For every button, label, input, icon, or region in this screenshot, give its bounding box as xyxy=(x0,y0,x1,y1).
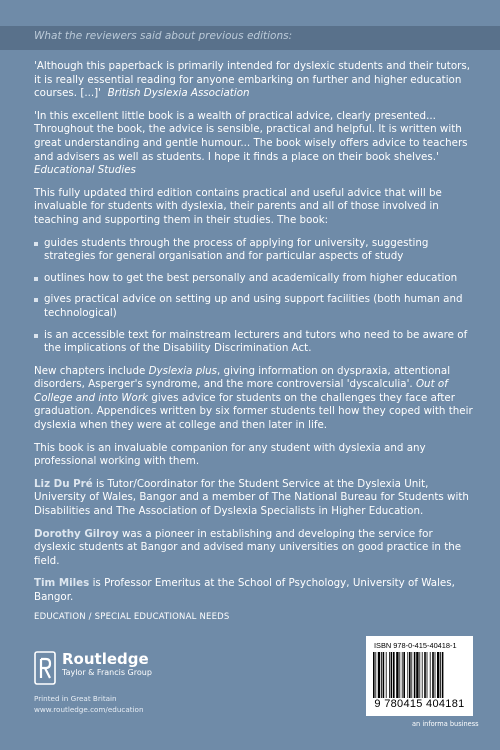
barcode-icon xyxy=(372,652,467,698)
review-quote-2-source: Educational Studies xyxy=(34,164,136,177)
author-bio-text: is Professor Emeritus at the School of Psychology, University of Wales, Bangor. xyxy=(34,577,455,603)
publisher-group: Taylor & Francis Group xyxy=(62,668,152,677)
chapter-title-out-of-college: Out of College and into Work xyxy=(34,378,448,404)
publisher-name: Routledge xyxy=(62,650,149,668)
routledge-logo-icon xyxy=(34,651,56,685)
author-bio-text: is Tutor/Coordinator for the Student Service at the Dyslexia Unit, University of Wales, Bangor and a member of The National Bureau for Students with Disabilities and The Association of Dyslexia Specialists in Higher Education. xyxy=(34,477,469,518)
barcode-number: 9 780415 404181 xyxy=(374,698,465,710)
feature-item: is an accessible text for mainstream lecturers and tutors who need to be aware of the implications of the Disability Discrimination Act. xyxy=(34,329,474,356)
barcode-panel xyxy=(366,636,473,716)
author-bio xyxy=(34,577,474,604)
author-bio xyxy=(34,478,474,519)
review-quote-2-text: 'In this excellent little book is a wealth of practical advice, clearly presented... Throughout the book, the advice is sensible, practical and helpful. It is written with great understanding and gentle humour... The book wisely offers advice to teachers and advisers as well as students. I hope it finds a place on their book shelves.' xyxy=(34,109,468,163)
cover-text xyxy=(34,60,474,614)
feature-list xyxy=(34,237,474,356)
printed-in: Printed in Great Britain xyxy=(34,694,117,703)
author-bio xyxy=(34,528,474,569)
publisher-logo-text xyxy=(62,651,152,678)
review-quote-1-text: 'Although this paperback is primarily intended for dyslexic students and their tutors, it is really essential reading for anyone embarking on further and higher education courses. [...]' xyxy=(34,60,470,100)
subject-category: EDUCATION / SPECIAL EDUCATIONAL NEEDS xyxy=(34,612,230,622)
intro-paragraph: This fully updated third edition contains practical and useful advice that will be invaluable for students with dyslexia, their parents and all of those involved in teaching and supporting them in their studies. The book: xyxy=(34,186,442,226)
author-name: Dorothy Gilroy xyxy=(34,527,119,540)
feature-item: guides students through the process of applying for university, suggesting strategies for general organisation and for particular aspects of study xyxy=(34,237,474,264)
companion-paragraph: This book is an invaluable companion for any student with dyslexia and any professional working with them. xyxy=(34,441,426,468)
new-chapters-text-3: gives advice for students on the challenges they face after graduation. Appendices written by six former students tell how they coped with their dyslexia when they were at college and then later in life. xyxy=(34,391,473,432)
review-quote-1-source: British Dyslexia Association xyxy=(107,87,250,100)
publisher-url: www.routledge.com/education xyxy=(34,705,144,714)
new-chapters-text-1: New chapters include xyxy=(34,364,149,377)
new-chapters-paragraph xyxy=(34,365,474,433)
author-bio-text: was a pioneer in establishing and developing the service for dyslexic students at Bangor and advised many universities on good practice in the field. xyxy=(34,527,462,567)
feature-item: gives practical advice on setting up and using support facilities (both human and technological) xyxy=(34,293,474,320)
reviews-heading: What the reviewers said about previous editions: xyxy=(34,30,293,42)
new-chapters-text-2: , giving information on dyspraxia, attentional disorders, Asperger's syndrome, and the more controversial 'dyscalculia'. xyxy=(34,364,451,391)
author-name: Liz Du Pré xyxy=(34,477,93,490)
chapter-title-dyslexia-plus: Dyslexia plus xyxy=(148,364,218,377)
author-name: Tim Miles xyxy=(34,577,90,590)
isbn: ISBN 978-0-415-40418-1 xyxy=(374,641,457,650)
review-quote-1 xyxy=(34,60,474,101)
review-quote-2 xyxy=(34,110,474,178)
feature-item: outlines how to get the best personally and academically from higher education xyxy=(34,272,474,286)
informa-tagline: an informa business xyxy=(412,720,479,728)
